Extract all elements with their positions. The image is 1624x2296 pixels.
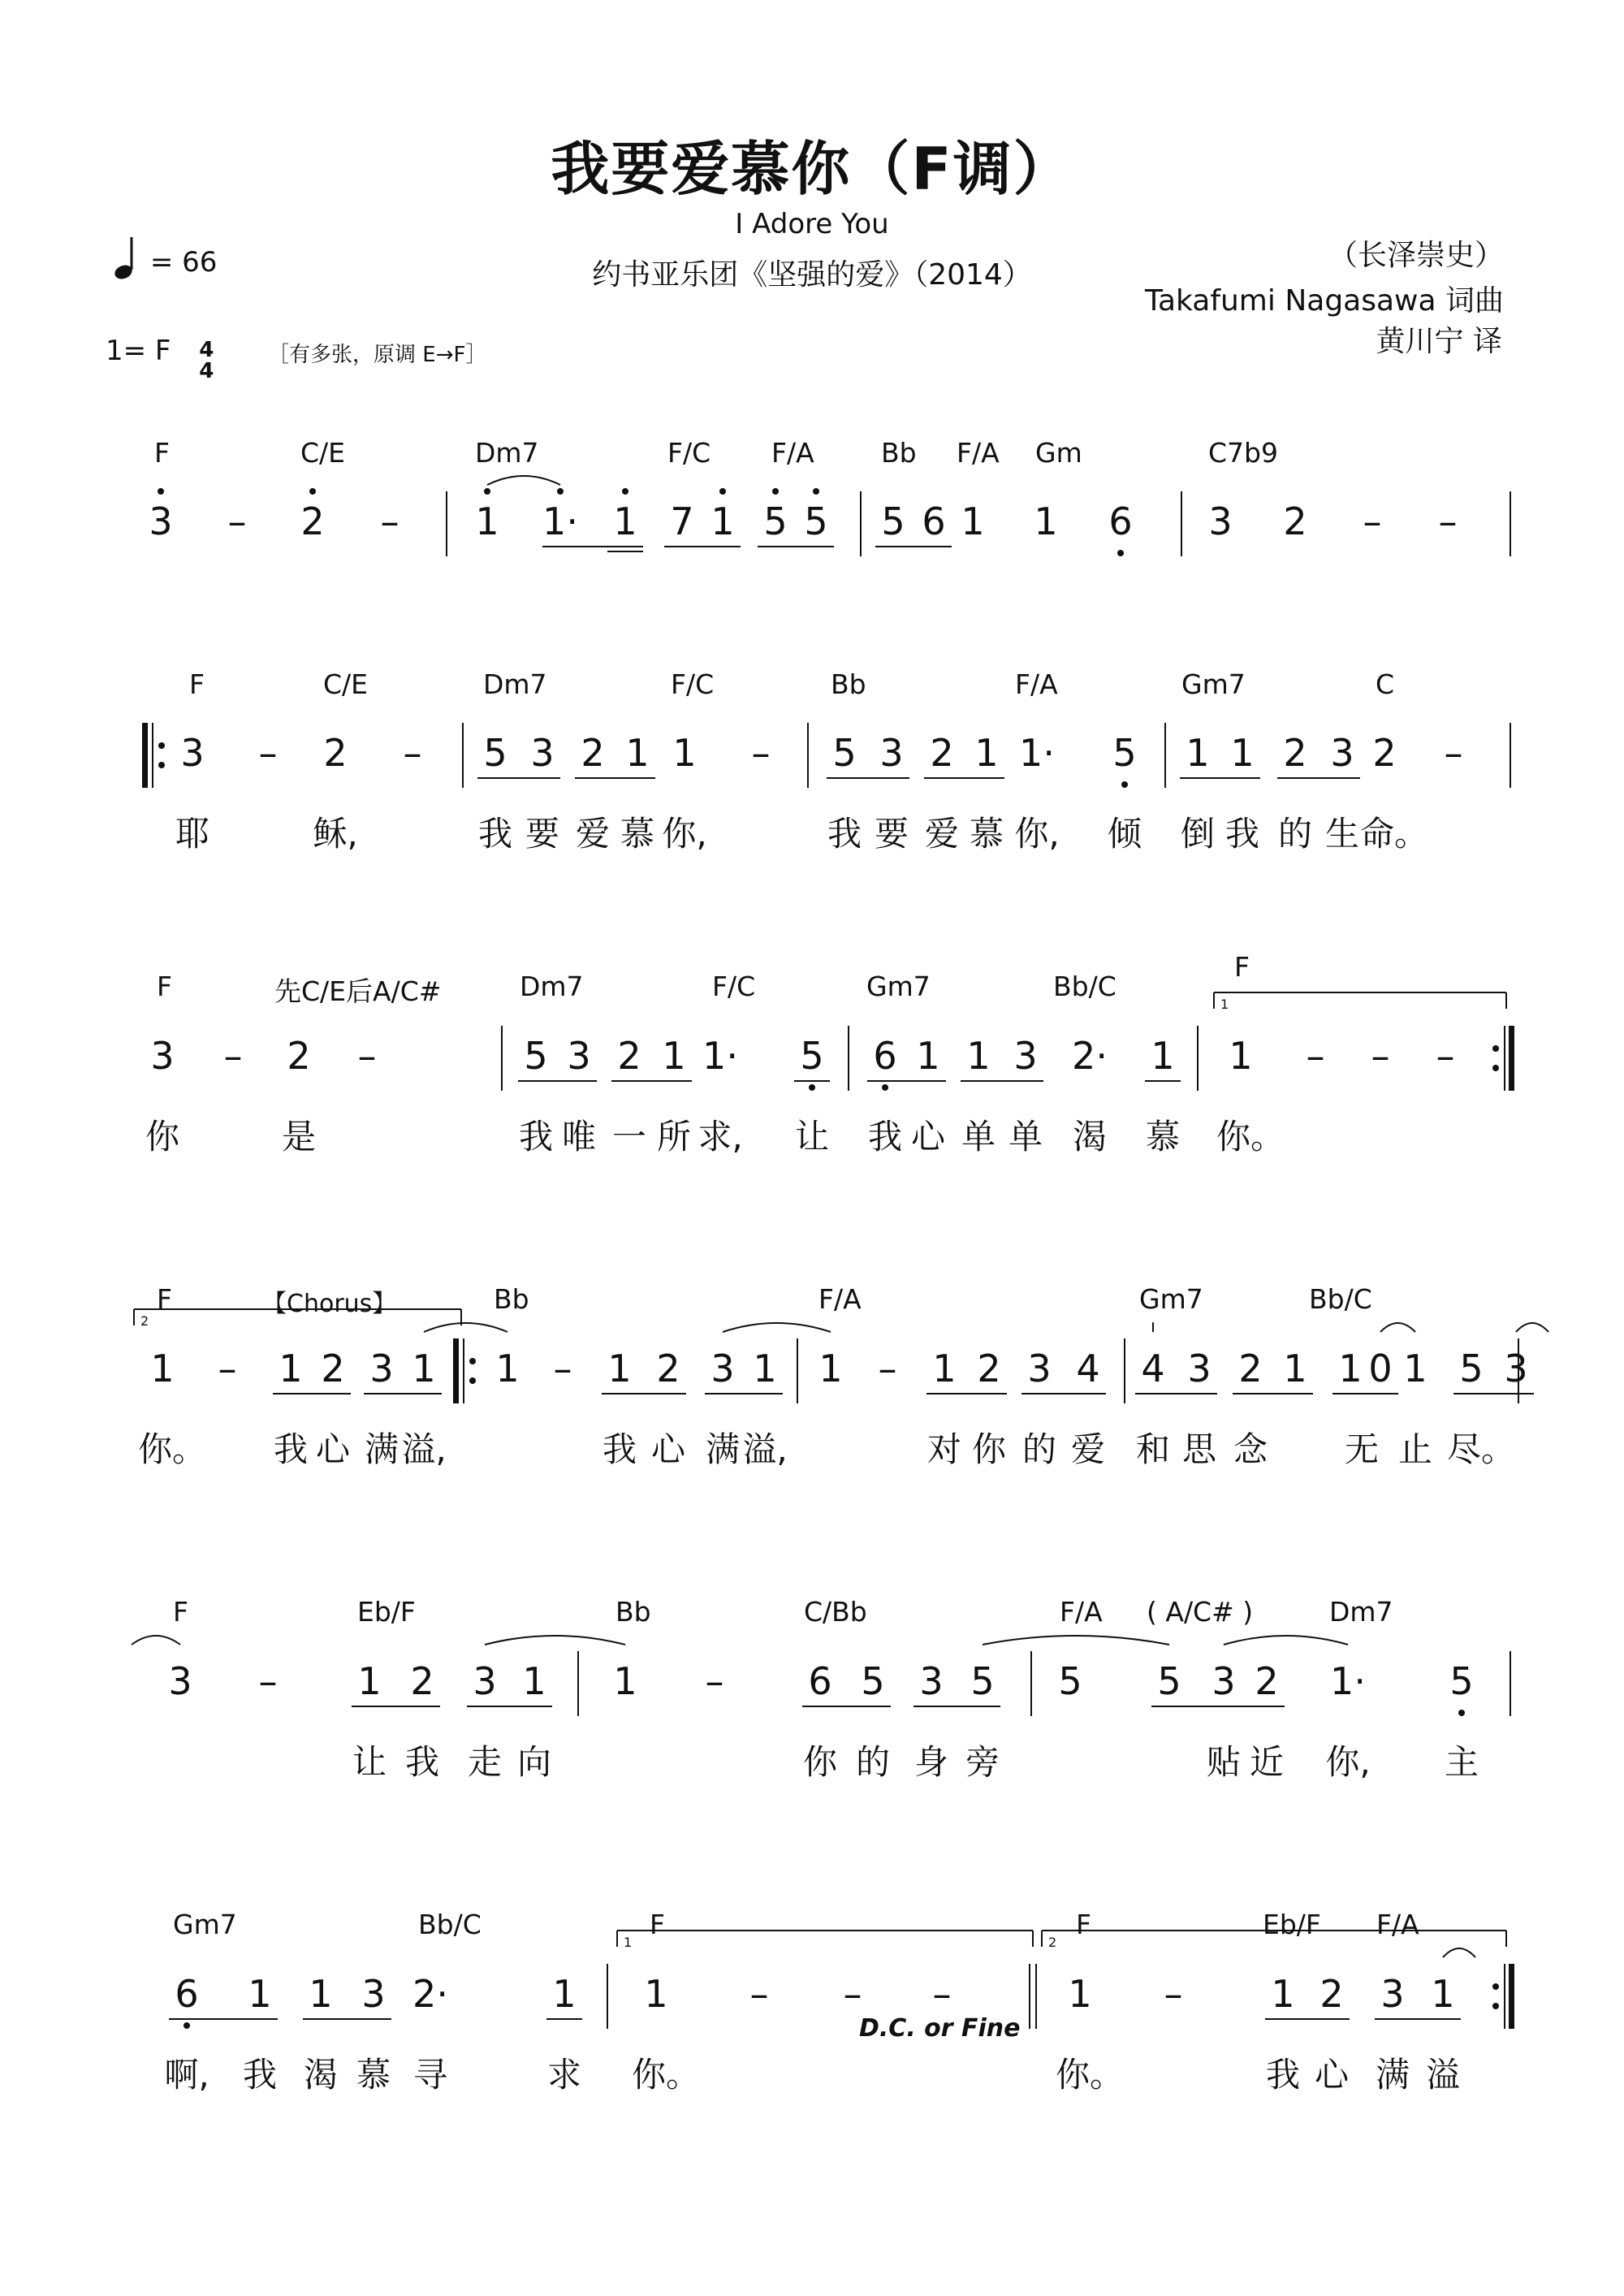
note: 2 [1283,499,1307,543]
lyric-syllable: 你, [1325,1742,1371,1782]
lyric-syllable: 唯 [561,1117,596,1157]
repeat-end-thick-bar [1509,1026,1514,1091]
lyric-syllable: 思 [1181,1429,1216,1469]
note-extension: – [258,731,278,775]
repeat-dot [1492,1065,1499,1071]
note: 5 [1157,1659,1181,1703]
note: 2· [412,1972,448,2016]
note: 1 [613,1659,637,1703]
repeat-dot [469,1377,476,1384]
lyric-syllable: 我 [273,1429,308,1469]
lyric-syllable: 求, [698,1117,743,1157]
note-extension: – [1371,1034,1390,1078]
lyric-syllable: 所 [656,1117,691,1157]
lyric-syllable: 你。 [1216,1117,1285,1157]
chord-symbol: F/C [671,668,715,700]
time-signature-bottom: 4 [199,359,214,383]
note: 3 [180,731,205,775]
chord-symbol: C7b9 [1208,437,1278,469]
note: 2 [410,1659,434,1703]
octave-dot-below [1117,550,1124,556]
lyric-syllable: 你 [971,1429,1006,1469]
tie-arc [485,1636,625,1645]
note: 2 [1255,1659,1279,1703]
octave-dot-below [1458,1710,1465,1716]
note: 3 [879,731,904,775]
lyric-syllable: 你。 [632,2055,701,2095]
note: 1 [932,1347,957,1390]
lyric-syllable: 你, [1014,814,1060,854]
note: 3 [369,1347,394,1390]
lyric-syllable: 生 [1324,814,1359,854]
lyric-syllable: 慕 [356,2055,391,2095]
chord-symbol: F [1234,951,1250,983]
lyric-syllable: 旁 [965,1742,1000,1782]
lyric-syllable: 止 [1397,1429,1432,1469]
note: 6 [175,1972,199,2016]
note: 5 [800,1034,824,1078]
lyric-syllable: 的 [1021,1429,1056,1469]
note-extension: – [380,499,400,543]
note: 3 [1027,1347,1052,1390]
tie-arc [1224,1636,1348,1645]
chord-symbol: Dm7 [1329,1596,1393,1628]
chord-symbol: Bb/C [1309,1283,1372,1315]
note-extension: – [357,1034,377,1078]
lyric-syllable: 我 [1265,2055,1300,2095]
lyric-syllable: 你, [662,814,707,854]
note: 1 [625,731,650,775]
lyric-syllable: 我 [404,1742,439,1782]
lyric-syllable: 慕 [969,814,1004,854]
key-note: ［有多张，原调 E→F］ [268,343,487,367]
note: 1 [607,1347,632,1390]
note: 1· [1330,1659,1366,1703]
chord-symbol: Gm7 [173,1909,237,1940]
note-extension: – [553,1347,572,1390]
note: 1 [613,499,637,543]
note: 3 [361,1972,386,2016]
note: 1 [1034,499,1058,543]
lyric-syllable: 慕 [620,814,654,854]
lyric-syllable: 和 [1135,1429,1170,1469]
key-label: 1= F [106,335,171,367]
note: 3 [150,1034,175,1078]
note: 1 [818,1347,843,1390]
lyric-syllable: 主 [1444,1742,1479,1782]
note: 2 [300,499,325,543]
note: 2 [1372,731,1397,775]
note: 6 [1108,499,1133,543]
lyric-syllable: 身 [914,1742,948,1782]
note: 5 [861,1659,885,1703]
volta-number: 1 [624,1935,633,1950]
note: 1 [1338,1347,1363,1390]
lyric-syllable: 我 [827,814,862,854]
lyric-syllable: 稣, [313,814,358,854]
note-extension: – [227,499,247,543]
repeat-dot [158,762,165,768]
chord-symbol: Bb [615,1596,651,1628]
note: 1 [1151,1034,1175,1078]
note: 2· [1072,1034,1108,1078]
note: 3 [473,1659,497,1703]
note: 1 [495,1347,520,1390]
chord-symbol: F/A [957,437,1000,469]
translator-credit: 黄川宁 译 [1376,325,1502,358]
note: 3 [1330,731,1354,775]
lyric-syllable: 贴 [1206,1742,1241,1782]
note: 1 [1068,1972,1092,2016]
lyric-syllable: 你。 [1056,2055,1125,2095]
note: 1 [1230,731,1255,775]
note: 3 [567,1034,591,1078]
origin-credit: （长泽崇史） [1328,239,1504,272]
note: 1· [1019,731,1055,775]
chord-symbol: F [157,1283,172,1315]
tie-arc [723,1323,831,1332]
tempo-value: = 66 [149,246,218,279]
chord-symbol: Gm7 [866,971,931,1002]
lyric-syllable: 我 [1224,814,1259,854]
lyric-syllable: 心 [1314,2055,1349,2095]
section-label: 【Chorus】 [262,1290,397,1318]
note-extension: – [1164,1972,1183,2016]
note: 1 [974,731,999,775]
note: 2 [1283,731,1307,775]
octave-dot-above [309,488,316,495]
lyric-syllable: 让 [352,1742,387,1782]
chord-symbol: F [1076,1909,1091,1940]
note: 1 [1283,1347,1307,1390]
lyric-syllable: 我 [242,2055,277,2095]
lyric-syllable: 一 [611,1117,646,1157]
octave-dot-below [809,1084,815,1091]
repeat-start-thick-bar [453,1338,459,1403]
time-signature-top: 4 [199,338,214,362]
note: 1 [1271,1972,1295,2016]
note: 6 [808,1659,832,1703]
lyric-syllable: 倾 [1107,814,1142,854]
lyric-syllable: 你。 [138,1429,207,1469]
lyric-syllable: 心 [910,1117,945,1157]
chord-symbol: F/C [667,437,711,469]
lyric-syllable: 满 [705,1429,740,1469]
lyric-syllable: 渴 [303,2055,338,2095]
repeat-dot [1492,1983,1499,1990]
lyric-syllable: 走 [467,1742,502,1782]
note: 1 [357,1659,382,1703]
lyric-syllable: 单 [961,1117,996,1157]
lyric-syllable: 念 [1233,1429,1268,1469]
lyric-syllable: 我 [518,1117,553,1157]
chord-symbol: Gm7 [1181,668,1246,700]
chord-symbol: Bb [831,668,866,700]
note: 1 [309,1972,333,2016]
lyric-syllable: 你 [802,1742,837,1782]
note: 6 [873,1034,897,1078]
note: 3 [919,1659,944,1703]
tie-arc [132,1636,180,1645]
octave-dot-above [719,488,726,495]
lyric-syllable: 倒 [1180,814,1215,854]
note: 2 [977,1347,1001,1390]
octave-dot-above [772,488,779,495]
octave-dot-below [184,2022,190,2029]
tie-arc [424,1323,508,1332]
repeat-dot [1492,2003,1499,2009]
lyric-syllable: 溢, [401,1429,447,1469]
lyric-syllable: 要 [874,814,909,854]
note-extension: – [1444,731,1463,775]
note: 1· [542,499,578,543]
note: 2 [287,1034,311,1078]
song-subtitle: I Adore You [735,208,889,240]
note: 0 [1368,1347,1393,1390]
lyric-syllable: 爱 [1070,1429,1105,1469]
lyric-syllable: 溢 [1425,2055,1460,2095]
lyric-syllable: 无 [1344,1429,1379,1469]
lyric-syllable: 爱 [575,814,610,854]
note: 5 [832,731,857,775]
note: 1 [753,1347,777,1390]
lyric-syllable: 满 [364,1429,399,1469]
note: 1 [150,1347,175,1390]
note: 6 [922,499,946,543]
note-extension: – [223,1034,243,1078]
tie-arc [1380,1323,1415,1332]
volta-number: 2 [140,1313,149,1329]
lyric-syllable: 寻 [412,2055,447,2095]
note: 2 [656,1347,680,1390]
note: 3 [1187,1347,1212,1390]
volta-number: 1 [1220,997,1229,1012]
note: 1 [552,1972,577,2016]
chord-symbol: Eb/F [357,1596,416,1628]
lyric-syllable: 溢, [742,1429,788,1469]
note: 7 [670,499,694,543]
note: 3 [1013,1034,1038,1078]
lyric-syllable: 心 [315,1429,350,1469]
octave-dot-above [158,488,164,495]
volta-number: 2 [1048,1935,1057,1950]
note: 5 [970,1659,995,1703]
lyric-syllable: 我 [867,1117,902,1157]
chord-symbol: ( A/C# ) [1147,1596,1254,1628]
lyric-syllable: 耶 [175,814,209,854]
note: 1· [702,1034,738,1078]
note: 3 [149,499,173,543]
note-extension: – [878,1347,897,1390]
lyric-syllable: 心 [650,1429,685,1469]
lyric-syllable: 要 [525,814,559,854]
lyric-syllable: 啊, [164,2055,209,2095]
note: 4 [1076,1347,1100,1390]
note-extension: – [218,1347,237,1390]
note: 3 [1504,1347,1528,1390]
tie-arc [983,1636,1169,1645]
lyric-syllable: 命。 [1360,814,1429,854]
lyric-syllable: 向 [516,1742,551,1782]
chord-symbol: Bb/C [1053,971,1116,1002]
song-source: 约书亚乐团《坚强的爱》（2014） [592,258,1032,292]
note: 5 [881,499,905,543]
note-extension: – [705,1659,724,1703]
note: 1 [662,1034,686,1078]
chord-symbol: F [650,1909,665,1940]
note: 1 [966,1034,991,1078]
note: 2 [321,1347,345,1390]
lyric-syllable: 我 [477,814,512,854]
note-extension: – [258,1659,278,1703]
note: 2 [930,731,954,775]
note-extension: – [403,731,422,775]
chord-symbol: C/E [300,437,346,469]
chord-symbol: Dm7 [520,971,584,1002]
chord-symbol: Bb [494,1283,529,1315]
note: 3 [1212,1659,1236,1703]
note-extension: – [749,1972,769,2016]
lyric-syllable: 慕 [1145,1117,1180,1157]
note: 2 [1238,1347,1263,1390]
repeat-end-thick-bar [1509,1964,1514,2029]
note: 1 [279,1347,303,1390]
note-extension: – [843,1972,862,2016]
chord-symbol: F/A [818,1283,862,1315]
note: 4 [1141,1347,1165,1390]
chord-symbol: F [189,668,205,700]
note: 1 [1431,1972,1455,2016]
note: 1 [916,1034,940,1078]
note-extension: – [1436,1034,1455,1078]
octave-dot-below [882,1084,888,1091]
note: 1 [522,1659,546,1703]
note: 5 [763,499,788,543]
tie-arc [1443,1948,1475,1957]
note: 2 [1320,1972,1344,2016]
chord-symbol: Eb/F [1263,1909,1321,1940]
note: 3 [530,731,555,775]
note: 1 [412,1347,436,1390]
chord-symbol: Gm7 [1139,1283,1203,1315]
lyric-syllable: 的 [855,1742,890,1782]
note: 1 [475,499,499,543]
chord-symbol: F/C [712,971,756,1002]
tie-arc [1516,1323,1548,1332]
chord-symbol: Bb/C [418,1909,482,1940]
chord-symbol: C/Bb [804,1596,867,1628]
lyric-syllable: 的 [1277,814,1312,854]
lyric-syllable: 渴 [1072,1117,1107,1157]
octave-dot-above [813,488,819,495]
chord-symbol: F [154,437,170,469]
note: 3 [1380,1972,1405,2016]
note: 5 [483,731,508,775]
chord-symbol: 先C/E后A/C# [274,975,442,1007]
note-extension: – [1363,499,1382,543]
note-extension: – [1438,499,1458,543]
note: 5 [804,499,828,543]
note: 1 [644,1972,668,2016]
lyric-syllable: 满 [1375,2055,1410,2095]
chord-symbol: F/A [1060,1596,1103,1628]
note: 1 [961,499,985,543]
note: 5 [524,1034,548,1078]
lyric-syllable: 让 [794,1117,829,1157]
note: 2 [323,731,348,775]
repeat-dot [158,742,165,749]
lyric-syllable: 我 [602,1429,637,1469]
lyric-syllable: 你 [145,1117,179,1157]
song-title: 我要爱慕你（F调） [551,135,1073,203]
composer-credit: Takafumi Nagasawa 词曲 [1144,284,1504,318]
note: 2 [581,731,605,775]
note-extension: – [932,1972,952,2016]
note: 5 [1112,731,1137,775]
chord-symbol: Dm7 [475,437,539,469]
octave-dot-above [557,488,564,495]
octave-dot-above [622,488,628,495]
note: 1 [1186,731,1210,775]
lyric-syllable: 单 [1008,1117,1043,1157]
repeat-dot [469,1358,476,1364]
chord-symbol: F/A [1376,1909,1419,1940]
note: 5 [1058,1659,1082,1703]
note: 1 [1229,1034,1253,1078]
chord-symbol: F [157,971,172,1002]
chord-symbol: Bb [881,437,917,469]
note: 1 [1403,1347,1427,1390]
note: 2 [617,1034,641,1078]
dc-fine-marking: D.C. or Fine [859,2014,1021,2043]
chord-symbol: F/A [771,437,814,469]
note: 3 [168,1659,192,1703]
octave-dot-above [484,488,490,495]
lyric-syllable: 求 [546,2055,581,2095]
lyric-syllable: 是 [281,1117,316,1157]
repeat-start-thick-bar [142,723,148,788]
lyric-syllable: 对 [926,1429,961,1469]
chord-symbol: C/E [323,668,369,700]
chord-symbol: C [1376,668,1395,700]
note-extension: – [1306,1034,1325,1078]
lyric-syllable: 爱 [924,814,959,854]
chord-symbol: Gm [1035,437,1082,469]
note: 3 [710,1347,735,1390]
lyric-syllable: 近 [1249,1742,1284,1782]
octave-dot-below [1121,781,1128,788]
note: 5 [1459,1347,1484,1390]
note: 1 [248,1972,272,2016]
note: 5 [1449,1659,1474,1703]
note-extension: – [751,731,771,775]
chord-symbol: F/A [1015,668,1058,700]
chord-symbol: F [173,1596,188,1628]
note: 3 [1208,499,1233,543]
chord-symbol: Dm7 [483,668,547,700]
note: 1 [672,731,697,775]
note: 1 [710,499,735,543]
lyric-syllable: 尽。 [1447,1429,1516,1469]
tie-arc [487,476,560,485]
repeat-dot [1492,1045,1499,1052]
